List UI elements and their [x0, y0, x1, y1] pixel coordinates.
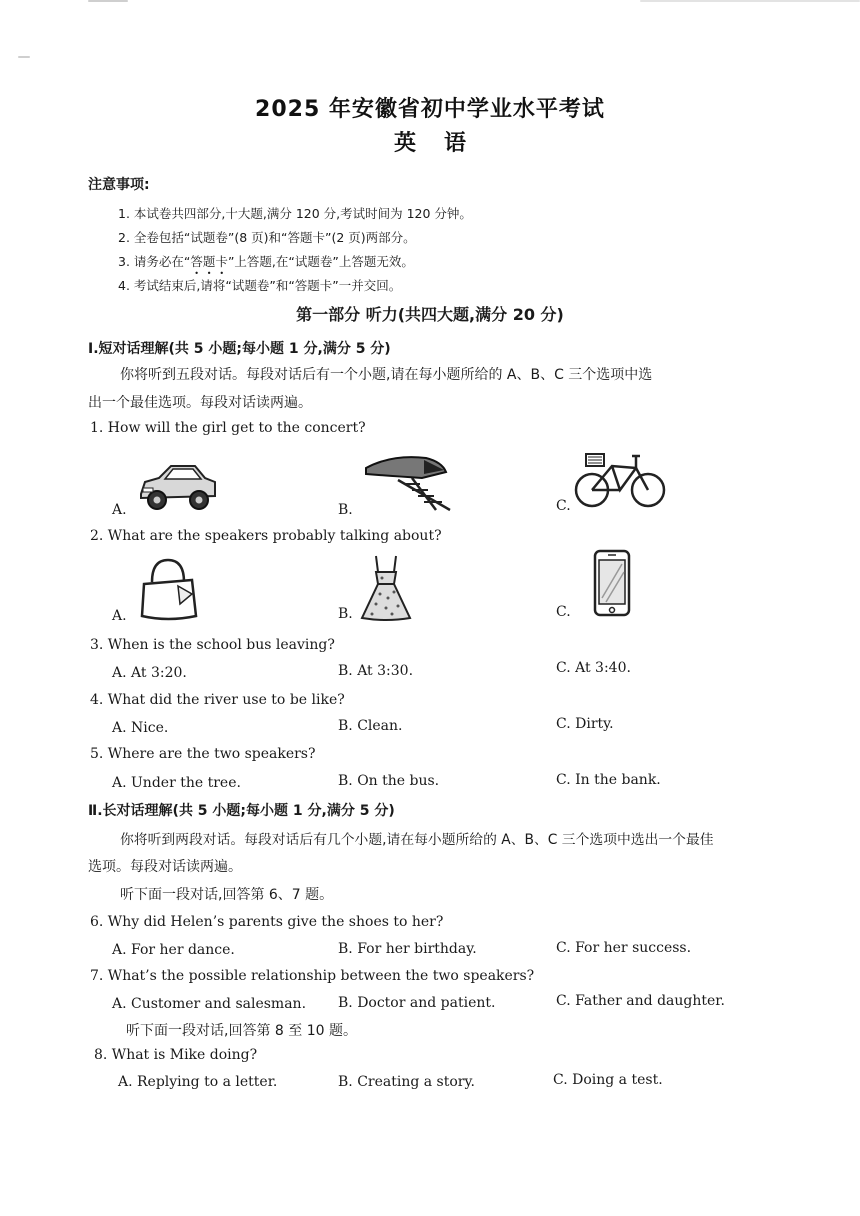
q3-option-a: A. At 3:20.: [112, 665, 187, 681]
train-icon: [362, 450, 454, 512]
section-one-instruction: 你将听到五段对话。每段对话后有一个小题,请在每小题所给的 A、B、C 三个选项中选: [120, 367, 653, 383]
phone-icon: [592, 548, 632, 618]
notice-item-3: 3. 请务必在“答题卡”上答题,在“试题卷”上答题无效。: [118, 254, 414, 269]
car-icon: [135, 458, 219, 514]
q6-option-a: A. For her dance.: [112, 942, 235, 958]
q7-option-c: C. Father and daughter.: [556, 993, 725, 1009]
question-1: 1. How will the girl get to the concert?: [90, 420, 366, 436]
q6-option-c: C. For her success.: [556, 940, 692, 956]
q5-option-c: C. In the bank.: [556, 772, 661, 788]
dress-icon: [358, 552, 414, 622]
q4-option-b: B. Clean.: [338, 718, 403, 734]
question-5: 5. Where are the two speakers?: [90, 746, 316, 762]
bicycle-icon: [574, 446, 666, 510]
dialogue-instruction-2: 听下面一段对话,回答第 8 至 10 题。: [126, 1023, 357, 1039]
q5-option-b: B. On the bus.: [338, 773, 440, 789]
q2-option-b: B.: [338, 606, 353, 622]
q6-option-b: B. For her birthday.: [338, 941, 477, 957]
section-two-instruction: 你将听到两段对话。每段对话后有几个小题,请在每小题所给的 A、B、C 三个选项中选出一个最佳: [120, 832, 714, 848]
notice-item-2: 2. 全卷包括“试题卷”(8 页)和“答题卡”(2 页)两部分。: [118, 230, 416, 245]
section-one-instruction-cont: 出一个最佳选项。每段对话读两遍。: [88, 395, 312, 411]
q1-option-a: A.: [112, 502, 127, 518]
part-one-title: 第一部分 听力(共四大题,满分 20 分): [296, 305, 564, 324]
q1-option-c: C.: [556, 498, 571, 514]
notice-heading: 注意事项:: [88, 177, 150, 193]
question-2: 2. What are the speakers probably talking about?: [90, 528, 442, 544]
q7-option-b: B. Doctor and patient.: [338, 995, 496, 1011]
q1-option-b: B.: [338, 502, 353, 518]
q8-option-b: B. Creating a story.: [338, 1074, 475, 1090]
handbag-icon: [138, 556, 198, 622]
scan-mark: [18, 56, 30, 58]
q7-option-a: A. Customer and salesman.: [112, 996, 307, 1012]
section-two-heading: Ⅱ.长对话理解(共 5 小题;每小题 1 分,满分 5 分): [88, 803, 395, 819]
q5-option-a: A. Under the tree.: [112, 775, 241, 791]
q8-option-a: A. Replying to a letter.: [118, 1074, 278, 1090]
dialogue-instruction-1: 听下面一段对话,回答第 6、7 题。: [120, 887, 334, 903]
section-one-heading: Ⅰ.短对话理解(共 5 小题;每小题 1 分,满分 5 分): [88, 341, 391, 357]
q2-option-a: A.: [112, 608, 127, 624]
q4-option-c: C. Dirty.: [556, 716, 614, 732]
subject-title: 英语: [393, 131, 494, 156]
exam-title: 2025 年安徽省初中学业水平考试: [255, 97, 605, 122]
q2-option-c: C.: [556, 604, 571, 620]
q8-option-c: C. Doing a test.: [553, 1072, 663, 1088]
notice-item-1: 1. 本试卷共四部分,十大题,满分 120 分,考试时间为 120 分钟。: [118, 206, 472, 221]
q3-option-b: B. At 3:30.: [338, 663, 414, 679]
section-two-instruction-cont: 选项。每段对话读两遍。: [88, 859, 242, 875]
question-7: 7. What’s the possible relationship between the two speakers?: [90, 968, 535, 984]
question-6: 6. Why did Helen’s parents give the shoes to her?: [90, 914, 444, 930]
question-3: 3. When is the school bus leaving?: [90, 637, 335, 653]
q4-option-a: A. Nice.: [112, 720, 169, 736]
scan-mark: [88, 0, 128, 2]
notice-item-4: 4. 考试结束后,请将“试题卷”和“答题卡”一并交回。: [118, 278, 402, 293]
q3-option-c: C. At 3:40.: [556, 660, 631, 676]
scan-mark: [640, 0, 860, 2]
question-4: 4. What did the river use to be like?: [90, 692, 345, 708]
question-8: 8. What is Mike doing?: [94, 1047, 258, 1063]
